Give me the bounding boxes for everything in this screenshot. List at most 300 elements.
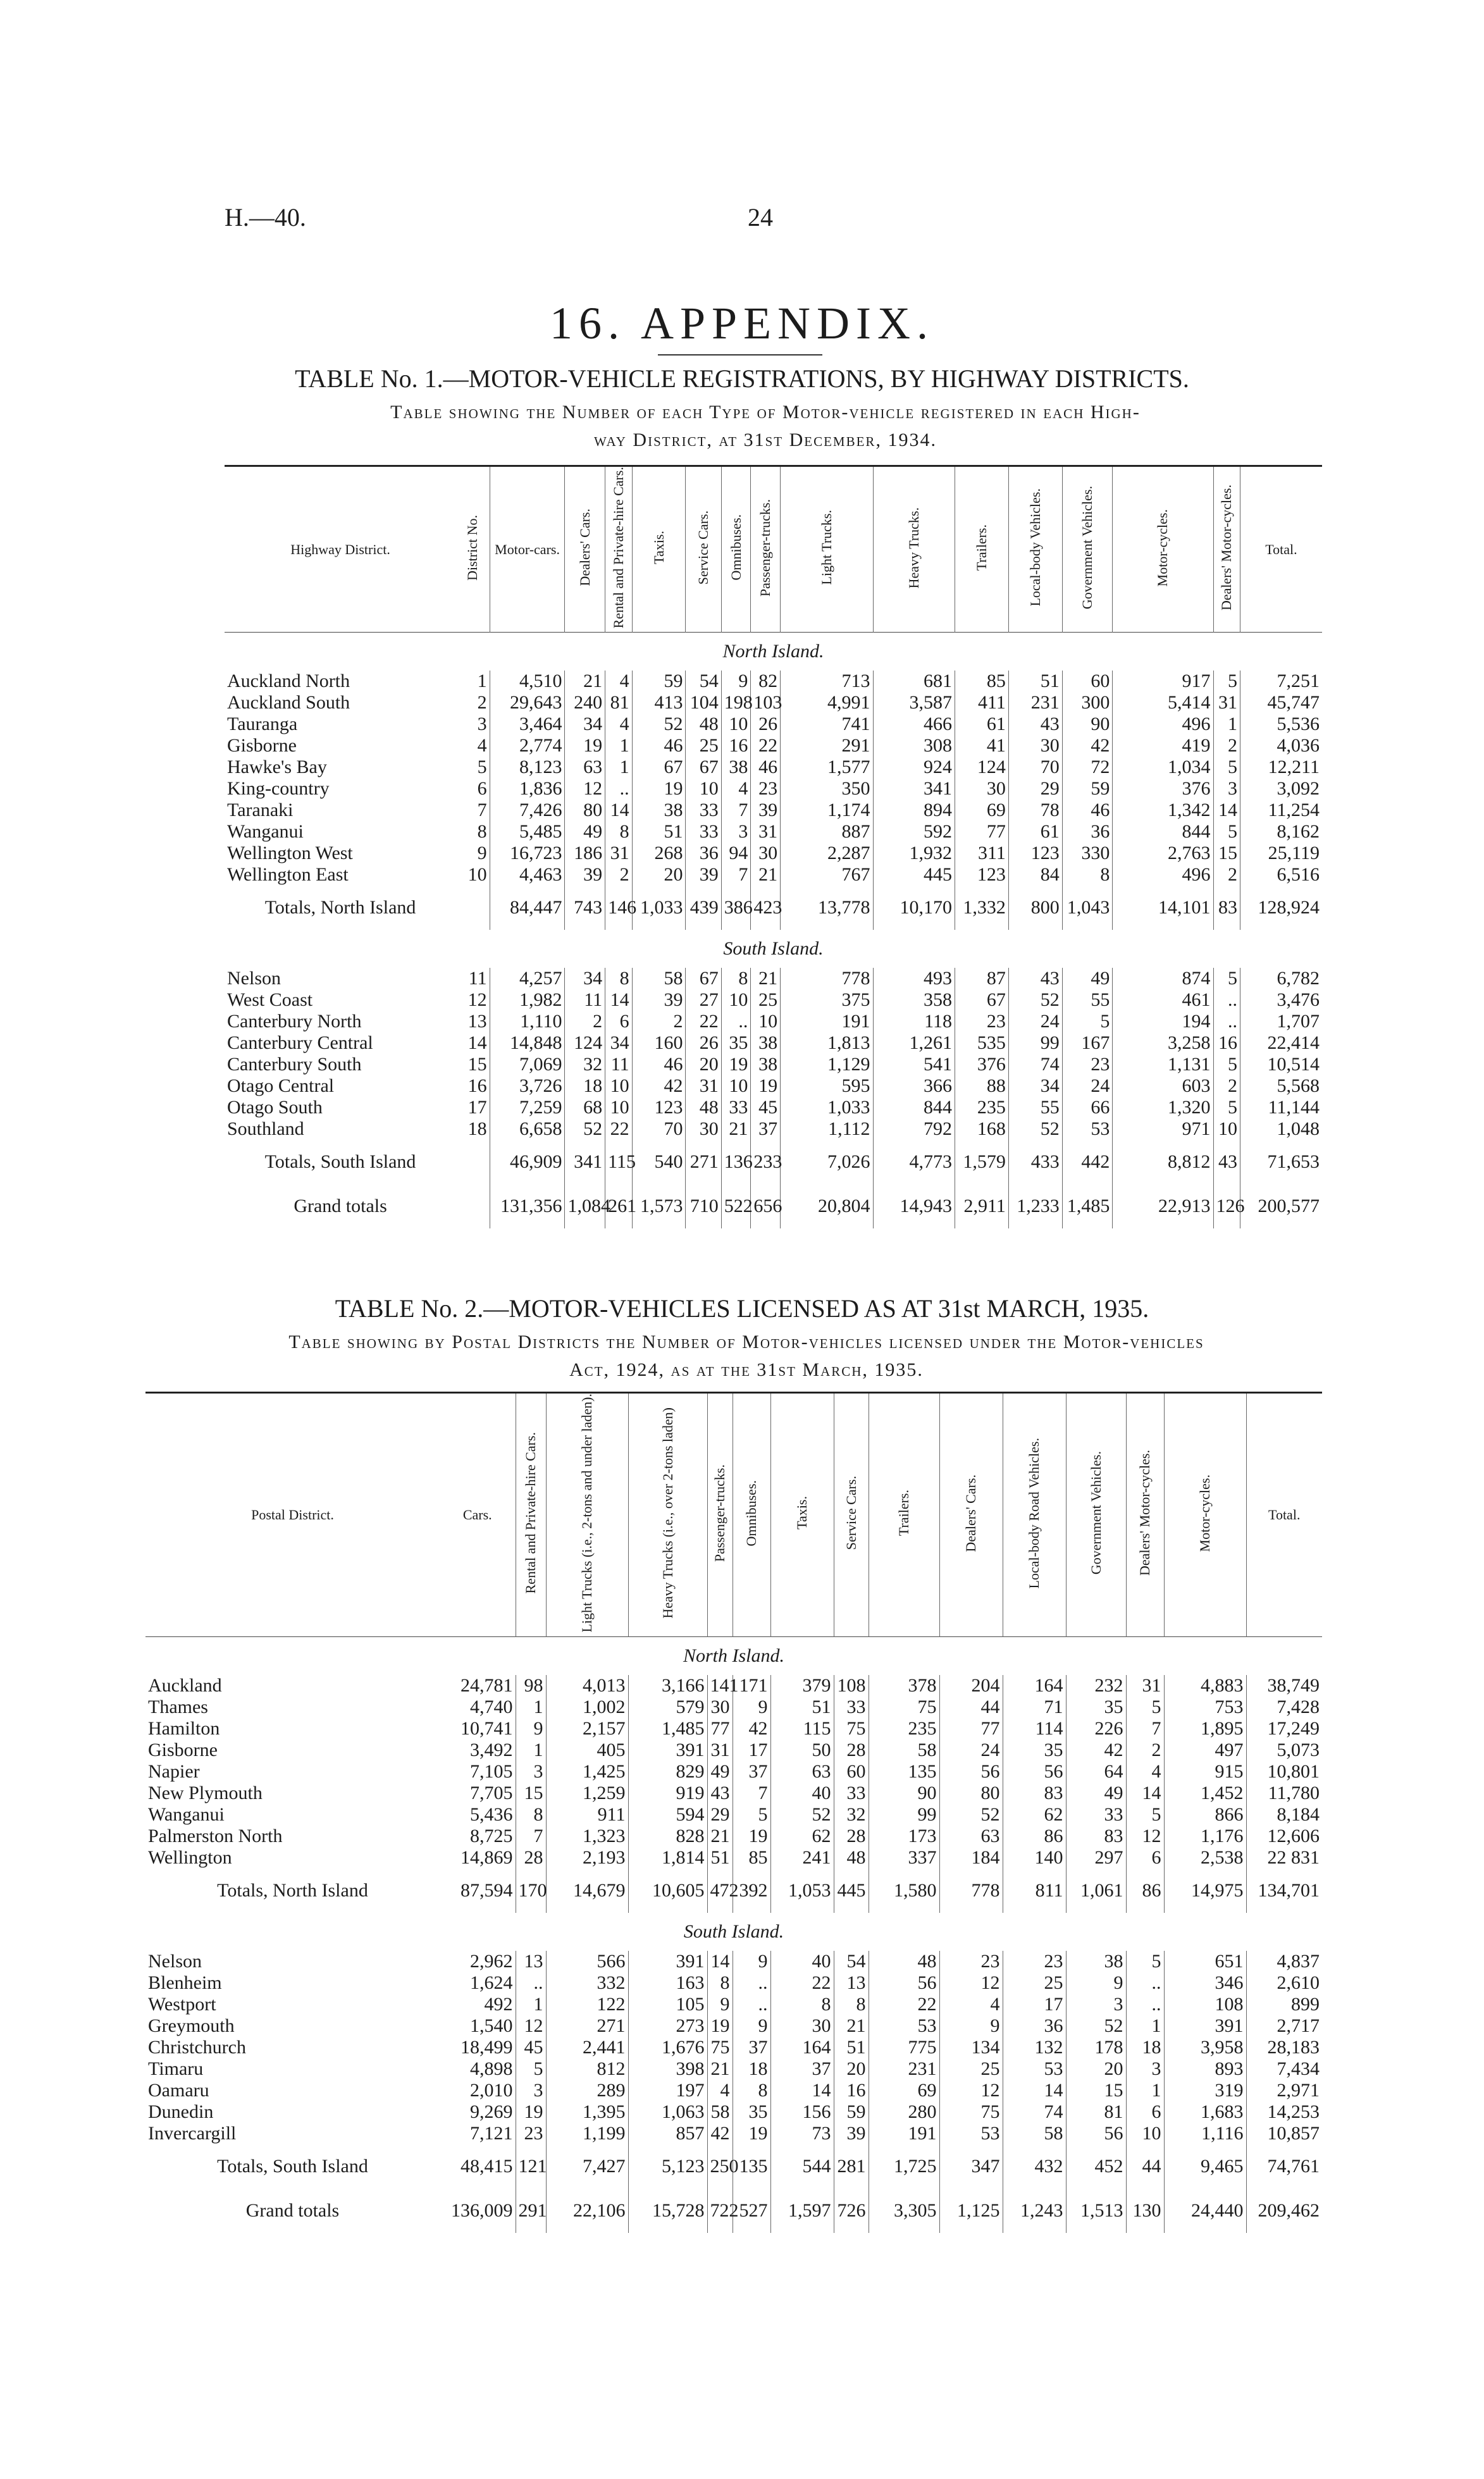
table1-cell: 5	[1213, 968, 1240, 989]
table2-cell: 44	[939, 1697, 1003, 1718]
table2-cell: 35	[1003, 1740, 1066, 1761]
table2-col-header-label: Dealers' Motor-cycles.	[1137, 1450, 1153, 1576]
table2-cell: 75	[707, 2037, 733, 2058]
table1-cell: 11,144	[1268, 1097, 1320, 1118]
table2-cell: 42	[1066, 1740, 1126, 1761]
page-number: 24	[748, 203, 773, 232]
table2-cell: 919	[628, 1783, 707, 1804]
table1-cell: 1	[456, 671, 490, 692]
table1-cell: 1,573	[632, 1184, 686, 1228]
table2-cell: 74	[1003, 2101, 1066, 2123]
table2-cell: 10,605	[628, 1869, 707, 1913]
table2-cell: 16	[834, 2080, 869, 2101]
table1-cell: 36	[1062, 821, 1113, 843]
table1-cell: 341	[565, 1140, 605, 1184]
table1-table-row	[225, 989, 1322, 1011]
table1-cell: 1,836	[490, 778, 565, 800]
table1-col-header	[781, 466, 873, 633]
table2-cell: 22,106	[546, 2189, 628, 2233]
table1-cell: 10	[456, 864, 490, 886]
table1-cell: 194	[1113, 1011, 1213, 1032]
table1-cell: 55	[1062, 989, 1113, 1011]
table2-cell: 19	[733, 1826, 770, 1847]
table1-col-header-label: Government Vehicles.	[1079, 486, 1096, 610]
table1-cell: 21	[565, 671, 605, 692]
table2-cell: 35	[1066, 1697, 1126, 1718]
table2-cell: 83	[1066, 1826, 1126, 1847]
table2-cell: 1,395	[546, 2101, 628, 2123]
table1-table-row	[225, 692, 1322, 714]
table2-cell: 391	[628, 1951, 707, 1972]
table1-cell: 63	[565, 757, 605, 778]
table2-cell: 445	[834, 1869, 869, 1913]
table2-north-total-row	[145, 1869, 1322, 1913]
table2-col-header	[440, 1393, 516, 1637]
table2-cell: 90	[869, 1783, 939, 1804]
table2-cell: 28	[834, 1826, 869, 1847]
table2-cell: 811	[1003, 1869, 1066, 1913]
table2-cell: ..	[1126, 1994, 1164, 2015]
table2-cell: 332	[546, 1972, 628, 1994]
table1-cell: 2,774	[490, 735, 565, 757]
table2-cell: 5	[733, 1804, 770, 1826]
table2-cell: 54	[834, 1951, 869, 1972]
table2-cell: 48,415	[440, 2144, 516, 2189]
table2-cell: 4	[707, 2080, 733, 2101]
table1-cell: 1,707	[1277, 1011, 1320, 1032]
table1-cell: 12,211	[1268, 757, 1320, 778]
table2-cell: 1,125	[939, 2189, 1003, 2233]
table2-cell: 30	[770, 2015, 834, 2037]
table1-cell: 123	[1008, 843, 1062, 864]
table1-subtitle	[215, 399, 1316, 454]
table2-cell: 8	[707, 1972, 733, 1994]
table2-cell: 4	[939, 1994, 1003, 2015]
table1-table-row	[225, 757, 1322, 778]
table1-cell: 8	[1062, 864, 1113, 886]
table2-cell: 75	[869, 1697, 939, 1718]
table2-cell: 378	[869, 1675, 939, 1697]
table1-cell: 3	[456, 714, 490, 735]
table1-cell: 77	[955, 821, 1008, 843]
table2-table-row	[145, 2015, 1322, 2037]
table2-cell: 48	[834, 1847, 869, 1869]
table1-cell: 30	[751, 843, 781, 864]
table2-cell: 1,243	[1003, 2189, 1066, 2233]
table1-cell: 1,579	[955, 1140, 1008, 1184]
table1-cell: 30	[1008, 735, 1062, 757]
table2-cell: 171	[733, 1675, 770, 1697]
table2-table-row	[145, 1951, 1322, 1972]
table1-cell: 11	[605, 1054, 632, 1075]
table2-cell: 30	[707, 1697, 733, 1718]
table1-cell: 53	[1062, 1118, 1113, 1140]
table1-cell: 7	[721, 800, 751, 821]
table1-cell: 78	[1008, 800, 1062, 821]
table2-cell: 10,857	[1267, 2122, 1320, 2144]
table1-cell: ..	[721, 1011, 751, 1032]
table2-cell: 178	[1066, 2037, 1126, 2058]
table2-cell: 241	[770, 1847, 834, 1869]
table2-title: TABLE No. 2.—MOTOR-VEHICLES LICENSED AS AT 31st MARCH, 1935.	[335, 1294, 1149, 1323]
table1-cell: 240	[565, 692, 605, 714]
table1-cell: 72	[1062, 757, 1113, 778]
heading-rule	[658, 354, 822, 355]
table2-cell: 74,761	[1267, 2155, 1320, 2177]
table1-cell: 311	[955, 843, 1008, 864]
table1-cell: 46	[632, 1054, 686, 1075]
table2-row-label: New Plymouth	[148, 1782, 263, 1803]
table2-cell: 17	[733, 1740, 770, 1761]
table2-cell: 12	[516, 2015, 546, 2037]
table1-cell: 16,723	[490, 843, 565, 864]
table1-cell: 376	[1113, 778, 1213, 800]
table1-row-label: Canterbury South	[227, 1054, 362, 1075]
table1-cell: 541	[873, 1054, 955, 1075]
table1-cell: 74	[1008, 1054, 1062, 1075]
table1-cell: 84,447	[490, 886, 565, 930]
table2-cell: 49	[707, 1761, 733, 1783]
table1-cell: 19	[721, 1054, 751, 1075]
table1-cell: 800	[1008, 886, 1062, 930]
table2-col-header	[546, 1393, 628, 1637]
table2-cell: 141	[707, 1675, 733, 1697]
table2-cell: 1,061	[1066, 1869, 1126, 1913]
table2-table-row	[145, 2037, 1322, 2058]
table2-col-header	[1003, 1393, 1066, 1637]
table1-row-label: Totals, South Island	[264, 1151, 416, 1173]
table1-cell: 55	[1008, 1097, 1062, 1118]
table2-cell: 579	[628, 1697, 707, 1718]
table1-cell: 778	[781, 968, 873, 989]
table2-cell: 1,176	[1164, 1826, 1246, 1847]
table1-cell: 5	[1213, 821, 1240, 843]
table1-cell: 7,259	[490, 1097, 565, 1118]
table1-cell: 59	[632, 671, 686, 692]
table1-cell: 1,174	[781, 800, 873, 821]
table2-cell: 857	[628, 2123, 707, 2144]
table2-col-header-label: Trailers.	[896, 1490, 912, 1536]
table2-cell: ..	[733, 1972, 770, 1994]
table1-col-header-label: Taxis.	[650, 531, 667, 565]
table2-row-label: Invercargill	[148, 2122, 237, 2144]
table2-cell: 1	[516, 1740, 546, 1761]
table1-cell: 30	[955, 778, 1008, 800]
table1-cell: 49	[565, 821, 605, 843]
table2-cell: 71	[1003, 1697, 1066, 1718]
table2-cell: 31	[1126, 1675, 1164, 1697]
table1-cell: 46,909	[490, 1140, 565, 1184]
table1-cell: 713	[781, 671, 873, 692]
table1-cell: 5,414	[1113, 692, 1213, 714]
table1-row-label: King-country	[227, 778, 330, 800]
table1-cell: 39	[751, 800, 781, 821]
table1-cell: 11	[565, 989, 605, 1011]
table2-col-header-label: Passenger-trucks.	[712, 1464, 727, 1562]
table1-cell: 160	[632, 1032, 686, 1054]
table1-subtitle-line2: way District, at 31st December, 1934.	[594, 430, 937, 450]
table1-row-label: Auckland North	[227, 671, 350, 692]
table2-cell: 51	[707, 1847, 733, 1869]
table1-cell: 41	[955, 735, 1008, 757]
table2-col-header	[1126, 1393, 1164, 1637]
table2-cell: 6	[1126, 2101, 1164, 2123]
table1-cell: 70	[632, 1118, 686, 1140]
table1-cell: 21	[751, 968, 781, 989]
table2-cell: 14,679	[546, 1869, 628, 1913]
table2-cell: 80	[939, 1783, 1003, 1804]
table1-cell: 60	[1062, 671, 1113, 692]
table1-cell: 5	[1213, 1054, 1240, 1075]
table1-cell: 1,129	[781, 1054, 873, 1075]
table2-cell: 452	[1066, 2144, 1126, 2189]
table1-cell: 52	[565, 1118, 605, 1140]
table1-cell: 43	[1008, 968, 1062, 989]
table2-section-row	[145, 1636, 1322, 1675]
table2-cell: 5	[516, 2058, 546, 2080]
table1-cell: 235	[955, 1097, 1008, 1118]
table1-cell: 84	[1008, 864, 1062, 886]
table2-cell: 9	[733, 1951, 770, 1972]
table1-cell: 433	[1008, 1140, 1062, 1184]
table2-cell: 40	[770, 1951, 834, 1972]
table1-table-row	[225, 714, 1322, 735]
table2-cell: 775	[869, 2037, 939, 2058]
table2-cell: 99	[869, 1804, 939, 1826]
table1-cell: 1	[605, 735, 632, 757]
table1-cell: 2	[1213, 1075, 1240, 1097]
table1-cell: 4	[456, 735, 490, 757]
table1-cell: 261	[605, 1184, 632, 1228]
table1-cell: 1,320	[1113, 1097, 1213, 1118]
table2-col-header-label: Rental and Private-hire Cars.	[522, 1432, 538, 1594]
table2-cell: 39	[834, 2123, 869, 2144]
table1-cell: 31	[751, 821, 781, 843]
table1-cell: 103	[751, 692, 781, 714]
table1-cell: 70	[1008, 757, 1062, 778]
table1-cell: 496	[1113, 864, 1213, 886]
table1-cell: 67	[632, 757, 686, 778]
table2-col-header	[145, 1393, 440, 1637]
table1-table-row	[225, 1075, 1322, 1097]
table2-cell: 9	[939, 2015, 1003, 2037]
table1-cell: 2	[605, 864, 632, 886]
table1-cell: 874	[1113, 968, 1213, 989]
table1-col-header	[1213, 466, 1240, 633]
table1-cell: 37	[751, 1118, 781, 1140]
table1-row-label: Otago Central	[227, 1075, 335, 1097]
table2-cell: 140	[1003, 1847, 1066, 1869]
table2-cell: 19	[516, 2101, 546, 2123]
table2-cell: 7,428	[1277, 1696, 1320, 1717]
table1-cell: 4,036	[1277, 735, 1320, 757]
table2-cell: 3	[1066, 1994, 1126, 2015]
table1-col-header	[955, 466, 1008, 633]
table2-cell: 231	[869, 2058, 939, 2080]
table1-cell: 58	[632, 968, 686, 989]
table1-cell: 33	[721, 1097, 751, 1118]
table2-cell: 52	[939, 1804, 1003, 1826]
table2-cell: 134	[939, 2037, 1003, 2058]
table2-cell: 170	[516, 1869, 546, 1913]
table1-cell: 66	[1062, 1097, 1113, 1118]
table2-cell: 40	[770, 1783, 834, 1804]
table2-cell: 2,157	[546, 1718, 628, 1740]
table2-cell: 33	[1066, 1804, 1126, 1826]
table1-cell: 1,084	[565, 1184, 605, 1228]
table2-cell: 14	[1003, 2080, 1066, 2101]
table2-cell: 77	[707, 1718, 733, 1740]
table2-table-row	[145, 1804, 1322, 1826]
table1-cell: 1,332	[955, 886, 1008, 930]
table1-col-header-label: Local-body Vehicles.	[1027, 488, 1043, 607]
table1-row-label: Grand totals	[294, 1196, 387, 1217]
table1-cell: 87	[955, 968, 1008, 989]
table2-cell: 43	[707, 1783, 733, 1804]
table2-cell: 297	[1066, 1847, 1126, 1869]
table1-cell: 2	[565, 1011, 605, 1032]
table2-cell: 86	[1003, 1826, 1066, 1847]
table2-cell: 56	[1003, 1761, 1066, 1783]
table1-cell: 94	[721, 843, 751, 864]
table1-cell: 25	[686, 735, 721, 757]
table1-cell: 39	[565, 864, 605, 886]
table1-cell: 46	[1062, 800, 1113, 821]
table1-cell: 2	[1213, 864, 1240, 886]
table2-cell: 3	[516, 1761, 546, 1783]
table1-cell: 81	[605, 692, 632, 714]
table1-cell: 1,261	[873, 1032, 955, 1054]
table2-cell: 21	[707, 1826, 733, 1847]
table2-cell: 3,305	[869, 2189, 939, 2233]
table2-subtitle-line2: Act, 1924, as at the 31st March, 1935.	[569, 1359, 924, 1380]
table1-cell: 99	[1008, 1032, 1062, 1054]
table2-table-row	[145, 1783, 1322, 1804]
table1-cell: 146	[605, 886, 632, 930]
table2-table-row	[145, 1847, 1322, 1869]
table2-cell: 753	[1164, 1697, 1246, 1718]
table1-cell: 844	[873, 1097, 955, 1118]
table2-cell: 8	[733, 2080, 770, 2101]
table1-cell: 15	[456, 1054, 490, 1075]
table1-cell: 131,356	[490, 1184, 565, 1228]
table1-cell: 894	[873, 800, 955, 821]
table1-cell: 18	[565, 1075, 605, 1097]
table2-cell: 3,492	[440, 1740, 516, 1761]
table2-cell: 122	[546, 1994, 628, 2015]
table1-cell: 191	[781, 1011, 873, 1032]
table2-subtitle	[145, 1328, 1347, 1384]
table2-row-label: Auckland	[148, 1674, 222, 1696]
table1-table-row	[225, 1032, 1322, 1054]
table2-col-header-label: Postal District.	[251, 1506, 334, 1523]
table1-col-header	[490, 466, 565, 633]
table2-cell: 31	[707, 1740, 733, 1761]
table2-cell: 9	[707, 1994, 733, 2015]
table2-table-row	[145, 1740, 1322, 1761]
table1-cell: 11	[456, 968, 490, 989]
table1-col-header-label: Total.	[1265, 541, 1297, 557]
table1-cell: 30	[686, 1118, 721, 1140]
table1-cell: 924	[873, 757, 955, 778]
table2-cell: 273	[628, 2015, 707, 2037]
table1-col-header	[1008, 466, 1062, 633]
table1-cell: 300	[1062, 692, 1113, 714]
table2-cell: 11,780	[1268, 1782, 1320, 1803]
table1-cell: 7,026	[781, 1140, 873, 1184]
table2-cell: 226	[1066, 1718, 1126, 1740]
table2-cell: 108	[1164, 1994, 1246, 2015]
table1-cell: 45	[751, 1097, 781, 1118]
table2-cell: 726	[834, 2189, 869, 2233]
table1-cell: 3,726	[490, 1075, 565, 1097]
table1-cell: 1,112	[781, 1118, 873, 1140]
table2-cell: 319	[1164, 2080, 1246, 2101]
table1-cell: 1,034	[1113, 757, 1213, 778]
table2-cell: 3	[1126, 2058, 1164, 2080]
table2-cell: 2	[1126, 1740, 1164, 1761]
table1-cell: 522	[721, 1184, 751, 1228]
table2-row-label: Westport	[148, 1993, 216, 2015]
table2-cell: 22 831	[1267, 1846, 1320, 1868]
table1-cell: 124	[955, 757, 1008, 778]
table1-cell: 8	[721, 968, 751, 989]
table2-cell: 191	[869, 2123, 939, 2144]
table1-cell: 8	[456, 821, 490, 843]
table2-row-label: Totals, South Island	[217, 2155, 368, 2177]
table1-col-header-label: Dealers' Motor-cycles.	[1218, 485, 1235, 611]
table1-cell: 32	[565, 1054, 605, 1075]
table2-col-header	[1164, 1393, 1246, 1637]
table2-cell: 1	[516, 1994, 546, 2015]
table1-cell: 1,342	[1113, 800, 1213, 821]
table1-cell: 5,485	[490, 821, 565, 843]
table2-cell: 1,683	[1164, 2101, 1246, 2123]
table1-cell: 23	[751, 778, 781, 800]
table2-cell: 62	[1003, 1804, 1066, 1826]
table1-cell: 82	[751, 671, 781, 692]
table1-cell: 5	[1213, 1097, 1240, 1118]
table1-cell: 1,577	[781, 757, 873, 778]
table2-cell: 136,009	[440, 2189, 516, 2233]
table2-cell: 12	[1126, 1826, 1164, 1847]
table1-cell: 439	[686, 886, 721, 930]
table1-table-row	[225, 1054, 1322, 1075]
table1-cell: 88	[955, 1075, 1008, 1097]
table1-col-header	[1062, 466, 1113, 633]
table1-cell: 14	[1213, 800, 1240, 821]
table1-cell: 413	[632, 692, 686, 714]
table1-cell: 3	[1213, 778, 1240, 800]
table2-cell: 21	[834, 2015, 869, 2037]
table1-cell: 14	[605, 989, 632, 1011]
table2-cell: 5	[1126, 1697, 1164, 1718]
table2-cell: 6	[1126, 1847, 1164, 1869]
table2-cell: 5	[1126, 1804, 1164, 1826]
table1-cell: 792	[873, 1118, 955, 1140]
table1-cell: 34	[565, 968, 605, 989]
table2-cell: 828	[628, 1826, 707, 1847]
table2-cell: 5,073	[1277, 1739, 1320, 1760]
table2-cell: 21	[707, 2058, 733, 2080]
table1-cell: ..	[1213, 989, 1240, 1011]
table2-cell: 77	[939, 1718, 1003, 1740]
table2-cell: 5	[1126, 1951, 1164, 1972]
table2-cell: 291	[516, 2189, 546, 2233]
table2-cell: 53	[939, 2123, 1003, 2144]
table2-cell: ..	[733, 1994, 770, 2015]
table2-cell: 14,869	[440, 1847, 516, 1869]
